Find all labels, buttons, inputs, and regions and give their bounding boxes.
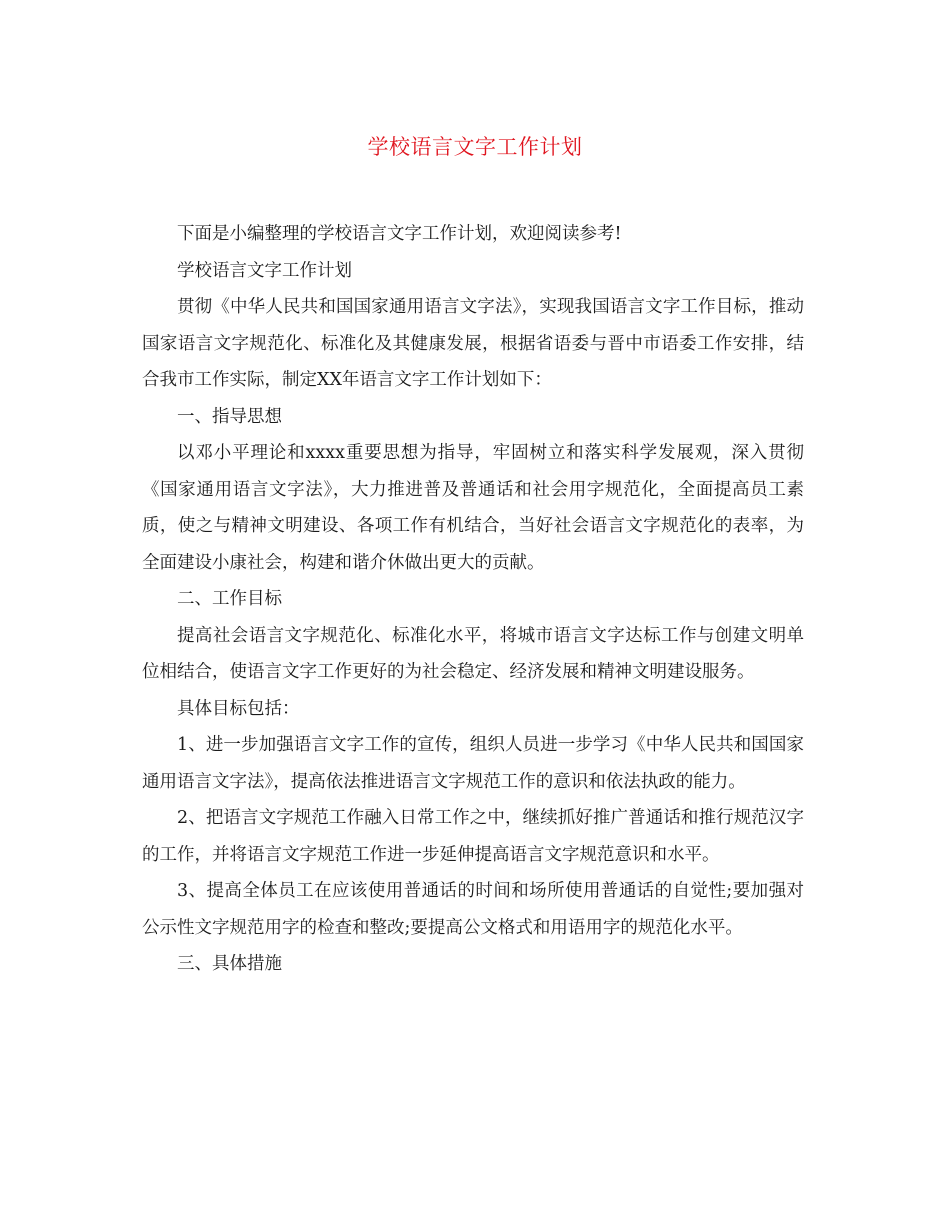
document-body — [142, 216, 804, 983]
section-heading-guiding-thought: 一、指导思想 — [177, 406, 282, 427]
goal-item-2: 2、把语言文字规范工作融入日常工作之中，继续抓好推广普通话和推行规范汉字的工作，并将语言文字规范工作进一步延伸提高语言文字规范意识和水平。 — [142, 808, 804, 865]
work-goals-paragraph: 提高社会语言文字规范化、标准化水平，将城市语言文字达标工作与创建文明单位相结合，使语言文字工作更好的为社会稳定、经济发展和精神文明建设服务。 — [142, 625, 804, 682]
section-heading-work-goals: 二、工作目标 — [177, 589, 282, 609]
purpose-paragraph: 贯彻《中华人民共和国国家通用语言文字法》，实现我国语言文字工作目标，推动国家语言文字规范化、标准化及其健康发展，根据省语委与晋中市语委工作安排，结合我市工作实际，制定XX年语言文字工作计划如下： — [142, 297, 804, 390]
subtitle-paragraph: 学校语言文字工作计划 — [177, 260, 352, 281]
guiding-thought-paragraph: 以邓小平理论和xxxx重要思想为指导，牢固树立和落实科学发展观，深入贯彻《国家通用语言文字法》，大力推进普及普通话和社会用字规范化，全面提高员工素质，使之与精神文明建设、各项工作有机结合，当好社会语言文字规范化的表率，为全面建设小康社会，构建和谐介休做出更大的贡献。 — [142, 443, 804, 573]
section-heading-measures: 三、具体措施 — [177, 954, 282, 974]
specific-goals-label: 具体目标包括： — [177, 698, 300, 719]
goal-item-3: 3、提高全体员工在应该使用普通话的时间和场所使用普通话的自觉性;要加强对公示性文字规范用字的检查和整改;要提高公文格式和用语用字的规范化水平。 — [142, 881, 804, 938]
intro-paragraph: 下面是小编整理的学校语言文字工作计划，欢迎阅读参考! — [177, 224, 622, 244]
document-title: 学校语言文字工作计划 — [367, 135, 583, 159]
goal-item-1: 1、进一步加强语言文字工作的宣传，组织人员进一步学习《中华人民共和国国家通用语言文字法》，提高依法推进语言文字规范工作的意识和依法执政的能力。 — [142, 735, 804, 792]
